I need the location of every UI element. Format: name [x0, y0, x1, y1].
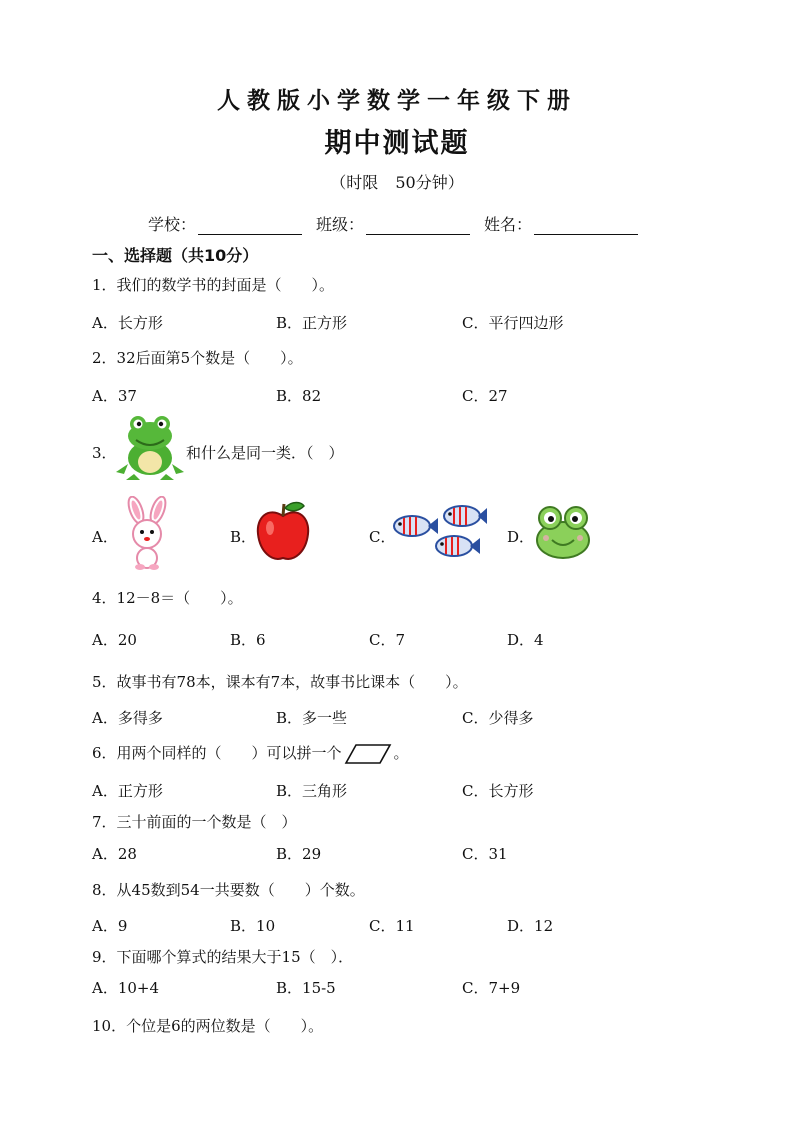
question-6-text: 6．用两个同样的（ ）可以拼一个	[92, 744, 342, 762]
time-limit-open: （时限	[330, 173, 379, 192]
question-3-number: 3．	[92, 444, 117, 462]
q6-option-b[interactable]: B．三角形	[276, 782, 348, 800]
section-title: 一、选择题（共10分）	[92, 246, 259, 265]
name-field[interactable]	[484, 212, 638, 235]
page-title: 人教版小学数学一年级下册	[217, 88, 577, 114]
question-4: 4．12－8＝（ ）。	[92, 589, 243, 607]
school-field[interactable]	[148, 212, 302, 235]
rabbit-icon[interactable]	[116, 496, 178, 570]
q7-option-b[interactable]: B．29	[276, 845, 322, 863]
question-7: 7．三十前面的一个数是（ ）	[92, 813, 297, 831]
q4-option-a[interactable]: A．20	[92, 631, 137, 649]
q9-option-c[interactable]: C．7+9	[462, 979, 521, 997]
q3-option-d[interactable]: D．	[507, 528, 535, 546]
q8-option-b[interactable]: B．10	[230, 917, 276, 935]
q9-option-b[interactable]: B．15-5	[276, 979, 336, 997]
q8-option-c[interactable]: C．11	[369, 917, 415, 935]
school-label: 学校：	[148, 215, 197, 234]
name-blank[interactable]	[534, 217, 638, 235]
question-6-end: 。	[393, 744, 409, 762]
question-5: 5．故事书有78本，课本有7本，故事书比课本（ ）。	[92, 673, 468, 691]
q4-option-d[interactable]: D．4	[507, 631, 544, 649]
q7-option-a[interactable]: A．28	[92, 845, 137, 863]
q2-option-a[interactable]: A．37	[92, 387, 137, 405]
frog-icon	[114, 412, 186, 482]
question-1: 1．我们的数学书的封面是（ ）。	[92, 276, 335, 294]
q8-option-a[interactable]: A．9	[92, 917, 128, 935]
class-field[interactable]	[316, 212, 470, 235]
question-2: 2．32后面第5个数是（ ）。	[92, 349, 303, 367]
class-label: 班级：	[316, 215, 365, 234]
q8-option-d[interactable]: D．12	[507, 917, 554, 935]
time-limit	[0, 170, 794, 193]
question-3-text: 和什么是同一类．（ ）	[186, 444, 344, 462]
q6-option-a[interactable]: A．正方形	[92, 782, 163, 800]
parallelogram-icon	[344, 743, 392, 765]
question-8: 8．从45数到54一共要数（ ）个数。	[92, 881, 365, 899]
q5-option-a[interactable]: A．多得多	[92, 709, 163, 727]
q7-option-c[interactable]: C．31	[462, 845, 508, 863]
fish-icon[interactable]	[392, 500, 488, 566]
frog-cartoon-icon[interactable]	[532, 504, 594, 560]
q9-option-a[interactable]: A．10+4	[92, 979, 160, 997]
q4-option-b[interactable]: B．6	[230, 631, 266, 649]
question-10: 10．个位是6的两位数是（ ）。	[92, 1017, 324, 1035]
page-subtitle: 期中测试题	[324, 128, 470, 159]
name-label: 姓名：	[484, 215, 533, 234]
class-blank[interactable]	[366, 217, 470, 235]
q6-option-c[interactable]: C．长方形	[462, 782, 534, 800]
q5-option-b[interactable]: B．多一些	[276, 709, 348, 727]
q5-option-c[interactable]: C．少得多	[462, 709, 534, 727]
time-limit-value: 50分钟）	[395, 173, 464, 192]
school-blank[interactable]	[198, 217, 302, 235]
question-9: 9．下面哪个算式的结果大于15（ ）．	[92, 948, 354, 966]
q2-option-c[interactable]: C．27	[462, 387, 508, 405]
q3-option-c[interactable]: C．	[369, 528, 396, 546]
apple-icon[interactable]	[254, 500, 312, 564]
q2-option-b[interactable]: B．82	[276, 387, 322, 405]
q1-option-a[interactable]: A．长方形	[92, 314, 163, 332]
q1-option-b[interactable]: B．正方形	[276, 314, 348, 332]
q3-option-a[interactable]: A．	[92, 528, 118, 546]
q1-option-c[interactable]: C．平行四边形	[462, 314, 564, 332]
question-6	[92, 742, 409, 765]
q3-option-b[interactable]: B．	[230, 528, 257, 546]
q4-option-c[interactable]: C．7	[369, 631, 406, 649]
